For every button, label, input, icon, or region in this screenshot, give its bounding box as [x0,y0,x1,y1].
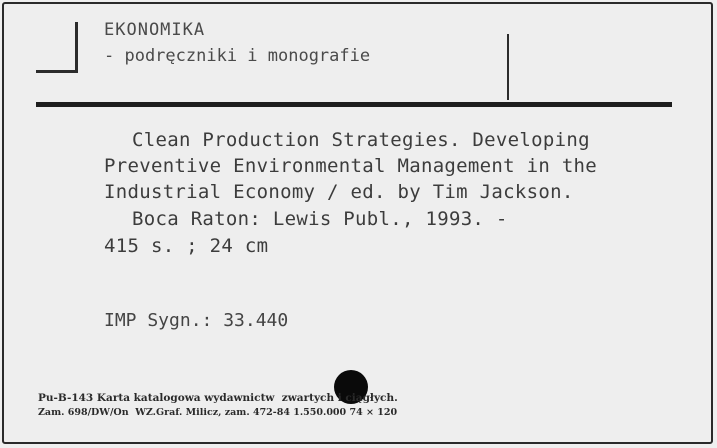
subject-subheading: - podręczniki i monografie [104,46,371,66]
title-line-2: Preventive Environmental Management in the [104,155,598,177]
header-vertical-rule [75,22,78,72]
title-line-1: Clean Production Strategies. Developing [132,129,590,151]
header-right-rule [507,34,509,100]
footer-print-line: Zam. 698/DW/On WZ.Graf. Milicz, zam. 472-84 1.550.000 74 × 120 [38,407,398,418]
subject-heading: EKONOMIKA [104,20,206,40]
call-number: IMP Sygn.: 33.440 [104,310,289,331]
header-horizontal-rule [36,70,78,73]
imprint-line: Boca Raton: Lewis Publ., 1993. - [132,208,508,230]
physical-description-line: 415 s. ; 24 cm [104,235,269,257]
heading-separator-rule [36,102,672,107]
catalog-card [2,2,713,444]
title-line-3: Industrial Economy / ed. by Tim Jackson. [104,181,574,203]
footer-form-line: Pu-B-143 Karta katalogowa wydawnictw zwartych i ciągłych. [38,392,398,404]
